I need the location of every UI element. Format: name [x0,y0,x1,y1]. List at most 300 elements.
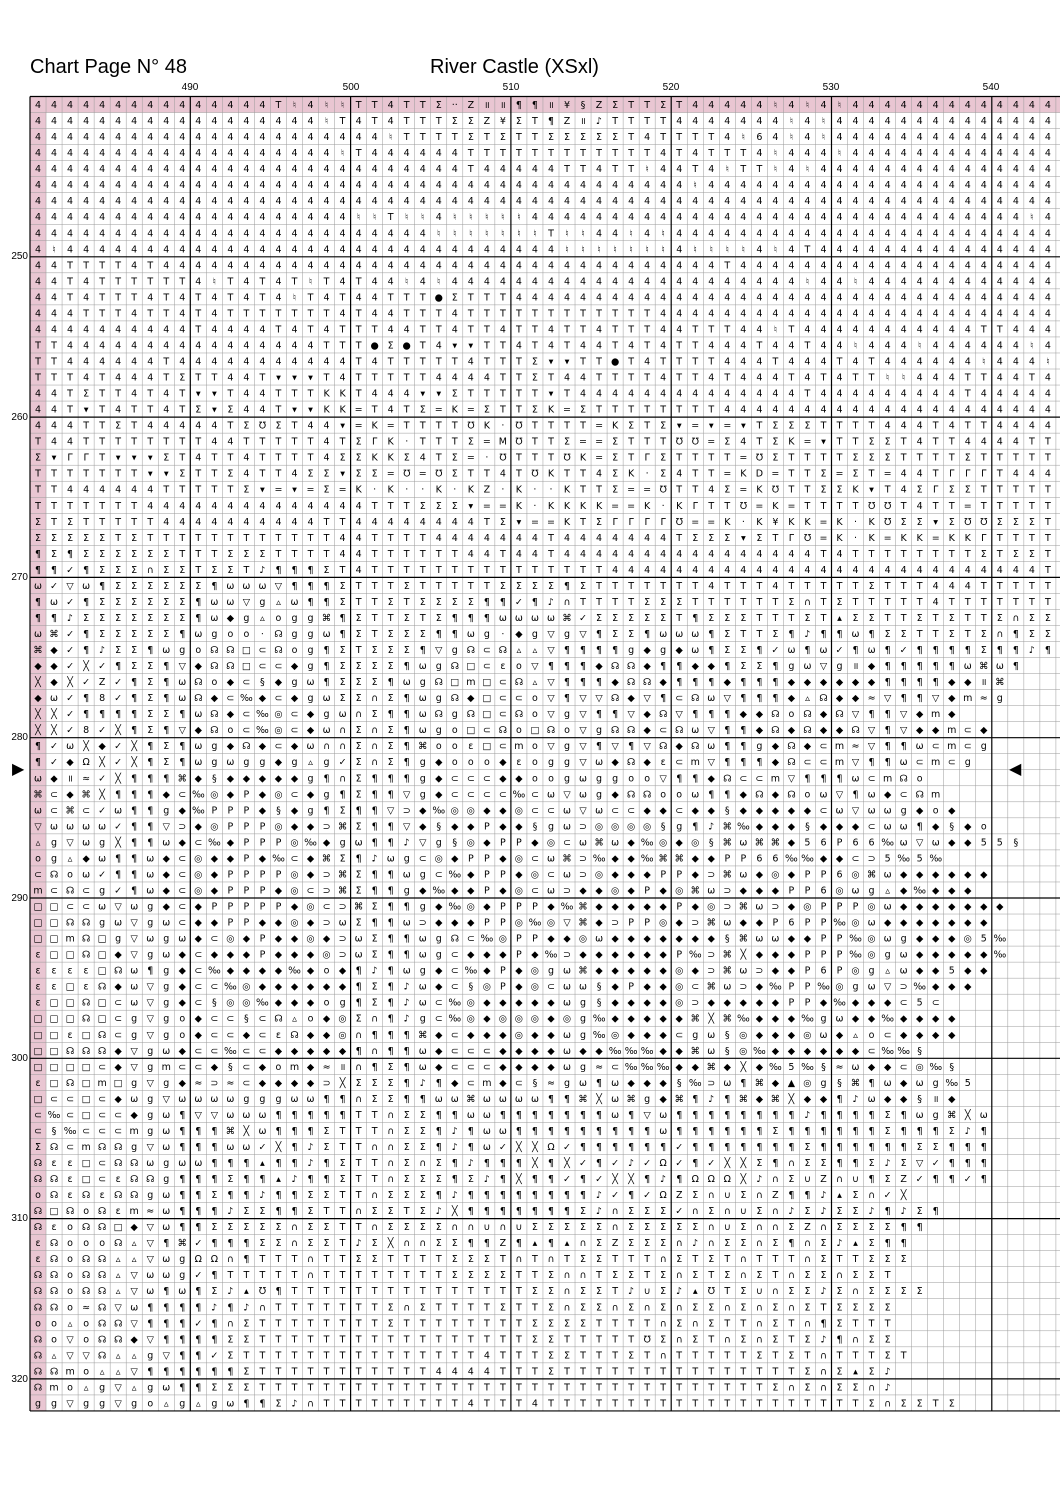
stitch-symbol: ¶ [371,773,378,785]
stitch-symbol: ◆ [274,933,283,945]
stitch-symbol: T [355,388,362,400]
stitch-symbol: T [259,452,266,464]
stitch-symbol: K [868,532,875,544]
stitch-symbol: Σ [580,1302,587,1314]
stitch-symbol: Σ [403,1125,410,1137]
stitch-symbol: ‰ [624,1045,638,1057]
stitch-symbol: P [516,933,522,945]
stitch-symbol: ¶ [387,709,394,721]
stitch-symbol: = [771,468,780,480]
stitch-symbol: ¶ [147,1318,154,1330]
stitch-symbol: ◆ [499,949,507,961]
stitch-symbol: ♪ [676,1286,683,1298]
stitch-symbol: ℧ [403,468,411,480]
stitch-symbol: T [548,420,554,432]
stitch-symbol: T [323,516,330,528]
stitch-symbol: Σ [964,484,971,496]
stitch-symbol: T [419,356,426,368]
stitch-symbol: Σ [131,548,138,560]
stitch-symbol: 4 [99,100,106,112]
stitch-symbol: T [371,1174,378,1186]
stitch-symbol: ω [819,1029,828,1041]
stitch-symbol: ⊂ [466,1061,475,1073]
stitch-symbol: ◆ [194,917,202,929]
stitch-symbol: Σ [35,532,42,544]
stitch-symbol: 4 [227,196,234,208]
stitch-symbol: 4 [499,260,506,272]
stitch-symbol: T [339,1222,346,1234]
row-number-300: 300 [11,1053,28,1064]
stitch-symbol: g [852,981,859,993]
stitch-symbol: T [83,516,90,528]
stitch-symbol: ¶ [211,1238,218,1250]
stitch-symbol: P [804,997,811,1009]
stitch-symbol: T [291,1318,298,1330]
stitch-symbol: ▽ [883,693,892,705]
stitch-symbol: ¶ [515,1190,522,1202]
stitch-symbol: g [259,596,266,608]
stitch-symbol: ∩ [675,1238,683,1250]
stitch-symbol: ¶ [547,1125,554,1137]
stitch-symbol: 4 [83,180,90,192]
stitch-symbol: 4 [387,308,394,320]
stitch-symbol: T [147,388,154,400]
stitch-symbol: g [147,917,154,929]
stitch-symbol: ▽ [130,1045,138,1057]
stitch-symbol: ¶ [83,629,90,641]
stitch-symbol: ◆ [306,917,315,929]
stitch-symbol: □ [81,1061,91,1073]
stitch-symbol: T [51,340,57,352]
stitch-symbol: T [980,452,987,464]
stitch-symbol: ◎ [739,1045,748,1057]
stitch-symbol: Σ [820,1254,827,1266]
stitch-symbol: ◆ [899,1013,908,1025]
stitch-symbol: P [532,901,538,913]
stitch-symbol: ¶ [580,1125,587,1137]
stitch-symbol: ◎ [851,965,860,977]
stitch-symbol: o [307,1013,314,1025]
stitch-symbol: ω [563,805,571,817]
stitch-symbol: 4 [163,228,170,240]
stitch-symbol: ◆ [322,837,331,849]
stitch-symbol: ¶ [515,1238,522,1250]
stitch-symbol: ∩ [755,1238,763,1250]
stitch-symbol: T [291,420,298,432]
stitch-symbol: T [371,1270,378,1282]
stitch-symbol: ω [66,821,75,833]
stitch-symbol: ‰ [849,933,862,945]
stitch-symbol: ▽ [66,1350,74,1362]
stitch-symbol: 4 [131,484,138,496]
stitch-symbol: g [435,949,442,961]
stitch-symbol: ℧ [883,500,892,512]
stitch-symbol: ω [595,805,604,817]
stitch-symbol: ♪ [708,821,715,833]
stitch-symbol: ω [418,661,427,673]
stitch-symbol: Σ [660,452,667,464]
stitch-symbol: ∩ [291,1238,298,1250]
stitch-symbol: 4 [804,292,811,304]
stitch-symbol: ω [883,933,892,945]
stitch-symbol: 4 [1044,180,1051,192]
stitch-symbol: ⊂ [66,901,75,913]
stitch-symbol: 4 [131,180,138,192]
stitch-symbol: Σ [371,1093,378,1105]
stitch-symbol: ◆ [531,1045,539,1057]
stitch-symbol: 4 [67,212,74,224]
stitch-symbol: ¶ [291,1157,298,1169]
stitch-symbol: 4 [371,308,378,320]
stitch-symbol: Σ [804,1302,811,1314]
stitch-symbol: ¶ [195,1222,202,1234]
stitch-symbol: T [708,1334,715,1346]
stitch-symbol: 4 [708,212,715,224]
stitch-symbol: □ [65,1061,75,1073]
stitch-symbol: 4 [644,388,651,400]
stitch-symbol: ♪ [596,1206,603,1218]
stitch-symbol: T [371,1334,378,1346]
stitch-symbol: ⌘ [177,1238,188,1250]
stitch-symbol: Σ [467,132,474,144]
stitch-symbol: 4 [772,228,779,240]
stitch-symbol: 4 [756,228,763,240]
stitch-symbol: 4 [211,212,218,224]
stitch-symbol: ¶ [211,1125,218,1137]
stitch-symbol: 4 [339,132,346,144]
stitch-symbol: 4 [980,180,987,192]
stitch-symbol: Ω [82,757,90,769]
stitch-symbol: ¶ [387,997,394,1009]
stitch-symbol: ◆ [162,853,170,865]
stitch-symbol: T [676,404,683,416]
stitch-symbol: ¶ [387,1013,394,1025]
stitch-symbol: T [387,548,394,560]
stitch-symbol: g [996,693,1003,705]
stitch-symbol: ╳ [275,1141,282,1153]
stitch-symbol: 4 [852,324,859,336]
stitch-symbol: 4 [740,388,747,400]
stitch-symbol: 4 [195,148,202,160]
stitch-symbol: ◆ [515,869,523,881]
stitch-symbol: 4 [836,404,843,416]
stitch-symbol: ◆ [82,853,90,865]
stitch-symbol: ¶ [547,1190,554,1202]
stitch-symbol: □ [65,949,75,961]
stitch-symbol: ♮ [741,132,746,144]
stitch-symbol: Σ [916,1141,923,1153]
stitch-symbol: T [756,340,763,352]
stitch-symbol: T [852,436,859,448]
stitch-symbol: ¶ [852,1109,859,1121]
stitch-symbol: ◆ [611,933,619,945]
stitch-symbol: T [243,532,250,544]
stitch-symbol: ¶ [291,564,298,576]
stitch-symbol: T [355,1286,362,1298]
stitch-symbol: Σ [596,132,603,144]
stitch-symbol: T [355,340,362,352]
stitch-symbol: o [243,629,250,641]
stitch-symbol: ¶ [387,965,394,977]
stitch-symbol: Σ [339,596,346,608]
stitch-symbol: Σ [355,693,362,705]
stitch-symbol: = [723,420,732,432]
stitch-symbol: ⊂ [242,1045,251,1057]
stitch-symbol: 4 [932,180,939,192]
stitch-symbol: ◆ [451,853,459,865]
stitch-symbol: ◆ [242,933,251,945]
stitch-symbol: 4 [243,164,250,176]
stitch-symbol: ε [500,661,506,673]
stitch-symbol: □ [49,949,59,961]
stitch-symbol: 4 [932,212,939,224]
stitch-symbol: Σ [339,580,346,592]
stitch-symbol: 4 [195,356,202,368]
stitch-symbol: T [435,308,442,320]
stitch-symbol: ω [563,981,571,993]
stitch-symbol: ♮ [340,100,345,112]
stitch-symbol: 4 [115,196,122,208]
stitch-symbol: P [804,917,811,929]
stitch-symbol: 4 [1028,324,1035,336]
stitch-symbol: T [596,1334,602,1346]
stitch-symbol: ◆ [322,1045,331,1057]
stitch-symbol: 4 [259,132,266,144]
stitch-symbol: ☊ [610,693,620,705]
stitch-symbol: K [836,532,843,544]
stitch-symbol: 4 [996,244,1003,256]
stitch-symbol: ¶ [227,1190,234,1202]
stitch-symbol: Σ [355,773,362,785]
stitch-symbol: 4 [740,340,747,352]
stitch-symbol: T [644,148,651,160]
stitch-symbol: ¶ [371,805,378,817]
stitch-symbol: 4 [339,196,346,208]
stitch-symbol: Σ [179,596,186,608]
stitch-symbol: P [836,949,843,961]
stitch-symbol: Σ [547,1222,554,1234]
stitch-symbol: 4 [1028,116,1035,128]
stitch-symbol: T [836,436,843,448]
stitch-symbol: ✓ [98,661,107,673]
stitch-symbol: ∩ [563,1286,571,1298]
stitch-symbol: T [580,164,586,176]
stitch-symbol: ◆ [114,949,122,961]
stitch-symbol: T [548,436,554,448]
stitch-symbol: o [179,1029,186,1041]
stitch-symbol: 4 [756,388,763,400]
stitch-symbol: T [708,468,715,480]
stitch-symbol: T [532,308,538,320]
stitch-symbol: g [99,837,106,849]
stitch-symbol: Σ [1028,612,1035,624]
stitch-symbol: □ [450,677,460,689]
stitch-symbol: T [788,1334,795,1346]
stitch-symbol: ◎ [290,917,299,929]
stitch-symbol: 4 [708,116,715,128]
stitch-symbol: K [788,516,795,528]
stitch-symbol: 6 [836,869,843,881]
stitch-symbol: Σ [676,1318,683,1330]
stitch-symbol: ◎ [594,869,604,881]
stitch-symbol: Σ [115,580,122,592]
stitch-symbol: 4 [34,196,42,208]
stitch-symbol: 4 [1012,276,1019,288]
stitch-symbol: ⊂ [98,1093,107,1105]
stitch-symbol: 4 [387,516,394,528]
stitch-symbol: 4 [820,228,827,240]
stitch-symbol: ¶ [499,596,506,608]
stitch-symbol: ◆ [916,901,924,913]
stitch-symbol: = [546,516,555,528]
stitch-symbol: ◆ [980,725,988,737]
stitch-symbol: o [660,789,667,801]
stitch-symbol: T [179,436,186,448]
stitch-symbol: ▽ [146,1141,154,1153]
stitch-symbol: 4 [259,228,266,240]
stitch-symbol: 4 [916,132,923,144]
stitch-symbol: ∩ [499,1222,507,1234]
stitch-symbol: P [259,949,266,961]
stitch-symbol: T [483,1302,490,1314]
stitch-symbol: 4 [852,180,859,192]
stitch-symbol: Σ [307,1190,314,1202]
stitch-symbol: T [355,1125,362,1137]
stitch-symbol: Σ [692,1222,699,1234]
stitch-symbol: ⊂ [466,1045,475,1057]
stitch-symbol: Σ [948,484,955,496]
stitch-symbol: ╳ [387,1238,394,1250]
column-number-510: 510 [502,82,520,93]
stitch-symbol: ¶ [259,1174,266,1186]
stitch-symbol: ¶ [147,821,154,833]
stitch-symbol: o [67,869,73,881]
stitch-symbol: ♪ [307,1141,314,1153]
stitch-symbol: 4 [724,116,731,128]
stitch-symbol: 4 [644,356,651,368]
stitch-symbol: ¶ [563,1093,571,1105]
stitch-symbol: ◆ [787,677,796,689]
stitch-symbol: Σ [371,1254,378,1266]
stitch-symbol: 4 [980,260,987,272]
stitch-symbol: ☊ [851,725,860,737]
stitch-symbol: ¶ [451,1157,458,1169]
stitch-symbol: ◆ [675,917,683,929]
stitch-symbol: 4 [243,340,250,352]
stitch-symbol: 4 [964,356,971,368]
stitch-symbol: 4 [323,196,330,208]
stitch-symbol: 4 [1028,148,1035,160]
stitch-symbol: Σ [708,1302,715,1314]
stitch-symbol: 4 [227,164,234,176]
stitch-symbol: ╳ [516,1174,522,1186]
stitch-symbol: ⌘ [722,869,733,881]
stitch-symbol: T [323,1254,330,1266]
stitch-symbol: T [67,388,73,400]
stitch-symbol: ¶ [692,1109,699,1121]
stitch-symbol: g [147,1109,154,1121]
stitch-symbol: T [548,372,554,384]
stitch-symbol: K [595,500,603,512]
stitch-symbol: 4 [852,388,859,400]
stitch-symbol: ω [354,949,363,961]
stitch-symbol: ✓ [675,1141,684,1153]
stitch-symbol: ⊂ [899,997,908,1009]
stitch-symbol: ▽ [242,596,251,608]
stitch-symbol: 4 [515,164,522,176]
stitch-symbol: T [323,308,330,320]
stitch-symbol: 4 [499,164,506,176]
stitch-symbol: ¶ [948,1174,955,1186]
stitch-symbol: 4 [227,212,234,224]
stitch-symbol: T [1028,580,1035,592]
stitch-symbol: ◆ [499,885,507,897]
stitch-symbol: ⊂ [34,1109,42,1121]
stitch-symbol: Σ [499,132,506,144]
stitch-symbol: · [405,436,409,448]
stitch-symbol: ⊂ [450,1045,459,1057]
stitch-symbol: T [532,340,538,352]
stitch-symbol: Σ [788,1222,795,1234]
stitch-symbol: 4 [980,564,987,576]
stitch-symbol: 4 [1012,340,1019,352]
stitch-symbol: 4 [83,100,90,112]
stitch-symbol: ◆ [531,837,539,849]
stitch-symbol: § [51,1125,57,1137]
stitch-symbol: ◆ [435,917,443,929]
stitch-symbol: ◆ [290,997,299,1009]
stitch-symbol: T [307,1302,314,1314]
stitch-symbol: K [900,532,907,544]
stitch-symbol: Σ [179,580,186,592]
stitch-symbol: 4 [419,244,426,256]
stitch-symbol: 4 [323,500,330,512]
stitch-symbol: 4 [179,116,186,128]
stitch-symbol: ⊃ [402,805,411,817]
stitch-symbol: ‰ [224,1045,237,1057]
stitch-symbol: ◆ [178,965,186,977]
stitch-symbol: ω [418,1061,427,1073]
stitch-symbol: 4 [596,388,603,400]
stitch-symbol: Σ [131,612,138,624]
stitch-symbol: Σ [772,629,779,641]
stitch-symbol: Σ [307,1238,314,1250]
stitch-symbol: 4 [756,260,763,272]
stitch-symbol: ω [883,1077,892,1089]
stitch-symbol: ⊂ [434,1013,443,1025]
stitch-symbol: ≈ [226,1077,235,1089]
stitch-symbol: 4 [467,516,474,528]
stitch-symbol: ⊂ [258,645,267,657]
stitch-symbol: 4 [179,308,186,320]
stitch-symbol: Σ [884,1109,891,1121]
stitch-symbol: ω [899,965,908,977]
stitch-symbol: ◆ [787,1029,796,1041]
stitch-symbol: ▵ [276,596,281,608]
stitch-symbol: Σ [660,1270,667,1282]
stitch-symbol: Σ [227,404,234,416]
stitch-symbol: ☊ [691,693,700,705]
stitch-symbol: ♮ [1046,356,1050,368]
stitch-symbol: Σ [708,1206,715,1218]
stitch-symbol: ◆ [483,805,491,817]
stitch-symbol: ▽ [146,1334,154,1346]
stitch-symbol: 4 [804,260,811,272]
stitch-symbol: o [532,709,538,721]
stitch-symbol: g [179,1254,186,1266]
stitch-symbol: ◆ [290,1077,299,1089]
stitch-symbol: ¶ [596,1125,603,1137]
